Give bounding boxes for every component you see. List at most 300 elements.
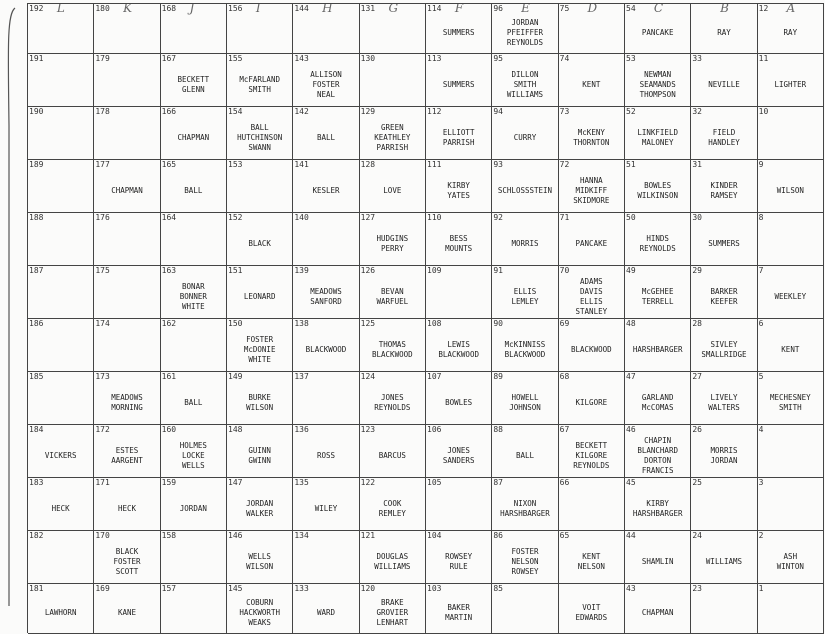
grid-cell	[758, 478, 824, 531]
cell-names	[161, 381, 226, 424]
cell-number: 185	[29, 372, 44, 381]
surname-entry: McKENY	[577, 127, 605, 137]
grid-cell	[492, 372, 558, 425]
grid-cell	[28, 4, 94, 54]
cell-number: 86	[493, 531, 503, 540]
surname-entry: GLENN	[182, 84, 205, 94]
surname-entry: HECK	[117, 503, 137, 513]
cell-names	[227, 381, 292, 424]
cell-number: 128	[360, 160, 376, 169]
grid-cell	[426, 4, 492, 54]
surname-entry: WILLIAMS	[705, 556, 743, 566]
surname-entry: HINDS	[646, 233, 669, 243]
cell-number: 148	[228, 425, 243, 434]
grid-cell	[492, 425, 558, 478]
cell-number: 92	[493, 213, 503, 222]
cell-number: 178	[95, 107, 110, 116]
cell-names	[691, 487, 756, 530]
cell-number: 29	[692, 266, 702, 275]
cell-names	[227, 540, 292, 583]
grid-cell	[293, 372, 359, 425]
cell-number: 136	[294, 425, 309, 434]
cell-names	[758, 593, 823, 633]
cell-number: 88	[493, 425, 503, 434]
surname-entry: HECK	[51, 503, 70, 513]
grid-cell	[227, 213, 293, 266]
cell-number: 189	[29, 160, 44, 169]
cell-names	[227, 116, 292, 159]
cell-names	[559, 116, 624, 159]
cell-number: 130	[360, 54, 376, 63]
margin-pen-mark	[3, 6, 21, 626]
grid-cell	[559, 54, 625, 107]
cell-names	[625, 434, 690, 477]
cell-names	[426, 63, 491, 106]
cell-names	[161, 593, 226, 633]
grid-cell	[161, 266, 227, 319]
grid-cell	[625, 4, 691, 54]
grid-cell	[28, 372, 94, 425]
cell-number: 46	[626, 425, 636, 434]
grid-cell	[691, 319, 757, 372]
cell-names	[559, 487, 624, 530]
cell-number: 67	[559, 425, 570, 434]
surname-entry: HARSHBARGER	[632, 344, 683, 354]
cell-names	[492, 328, 557, 371]
grid-cell	[28, 478, 94, 531]
cell-number: 3	[758, 478, 764, 487]
cell-names	[758, 169, 823, 212]
surname-entry: WHITE	[248, 354, 271, 364]
surname-entry: BLANCHARD	[637, 445, 678, 455]
cell-number: 10	[758, 107, 769, 116]
cell-number: 44	[626, 531, 636, 540]
cell-names	[28, 116, 93, 159]
grid-cell	[28, 107, 94, 160]
cell-number: 49	[626, 266, 636, 275]
surname-entry: SKIDMORE	[573, 195, 610, 205]
grid-cell	[559, 266, 625, 319]
cell-number: 192	[29, 4, 44, 13]
surname-entry: JORDAN	[511, 18, 539, 27]
surname-entry: BLACKWOOD	[372, 349, 413, 359]
cell-names	[426, 222, 491, 265]
cell-names	[360, 63, 425, 106]
grid-cell	[227, 478, 293, 531]
cell-names	[94, 593, 159, 633]
grid-cell	[94, 372, 160, 425]
grid-cell	[758, 584, 824, 634]
grid-cell	[94, 319, 160, 372]
cell-names	[227, 63, 292, 106]
cell-names	[758, 328, 823, 371]
cell-number: 31	[692, 160, 702, 169]
grid-cell	[758, 4, 824, 54]
grid-cell	[691, 107, 757, 160]
cell-names	[492, 116, 557, 159]
grid-cell	[293, 478, 359, 531]
surname-entry: McGEHEE	[641, 286, 674, 296]
cell-names	[559, 275, 624, 318]
surname-entry: NEVILLE	[708, 79, 740, 89]
surname-entry: WILKINSON	[637, 190, 678, 200]
surname-entry: PANCAKE	[575, 238, 608, 248]
surname-entry: FOSTER	[511, 546, 539, 556]
cell-names	[293, 434, 358, 477]
cell-names	[161, 487, 226, 530]
cell-number: 112	[427, 107, 442, 116]
cell-names	[691, 593, 756, 633]
cell-names	[28, 169, 93, 212]
cell-number: 188	[29, 213, 44, 222]
grid-cell	[559, 107, 625, 160]
cell-number: 8	[758, 213, 764, 222]
cell-names	[94, 169, 159, 212]
surname-entry: SMITH	[513, 79, 537, 89]
cell-number: 177	[95, 160, 110, 169]
grid-cell	[360, 266, 426, 319]
cell-names	[492, 593, 557, 633]
surname-entry: BLACKWOOD	[571, 344, 612, 354]
surname-entry: REYNOLDS	[639, 243, 676, 253]
grid-cell	[94, 266, 160, 319]
cell-names	[625, 593, 690, 633]
cell-number: 107	[427, 372, 442, 381]
cell-names	[161, 222, 226, 265]
grid-cell	[28, 160, 94, 213]
cell-number: 53	[626, 54, 636, 63]
grid-cell	[293, 160, 359, 213]
surname-entry: SMALLRIDGE	[701, 349, 747, 359]
cell-names	[625, 540, 690, 583]
surname-entry: WELLS	[182, 460, 205, 470]
grid-cell	[28, 54, 94, 107]
cell-number: 24	[692, 531, 702, 540]
surname-entry: BALL	[515, 450, 535, 460]
cell-number: 129	[360, 107, 376, 116]
cell-number: 95	[493, 54, 503, 63]
cell-number: 54	[626, 4, 636, 13]
grid-cell	[625, 160, 691, 213]
cell-number: 154	[228, 107, 243, 116]
column-letter: I	[255, 1, 261, 15]
cell-names	[758, 13, 823, 53]
cell-number: 2	[758, 531, 764, 540]
grid-cell	[691, 160, 757, 213]
cell-names	[360, 222, 425, 265]
cell-names	[28, 275, 93, 318]
grid-cell	[161, 319, 227, 372]
cell-number: 187	[29, 266, 44, 275]
cell-number: 170	[95, 531, 110, 540]
surname-entry: RULE	[449, 561, 468, 571]
cell-number: 70	[559, 266, 570, 275]
cell-names	[94, 434, 159, 477]
grid-cell	[625, 319, 691, 372]
cell-names	[758, 381, 823, 424]
cell-names	[625, 381, 690, 424]
surname-entry: RAMSEY	[710, 190, 738, 200]
cell-number: 120	[360, 584, 376, 593]
cell-names	[559, 13, 624, 53]
cell-number: 91	[493, 266, 503, 275]
surname-entry: MEADOWS	[310, 286, 342, 296]
surname-entry: NIXON	[513, 498, 537, 508]
surname-entry: BECKETT	[575, 440, 608, 450]
grid-cell	[559, 584, 625, 634]
grid-cell	[360, 531, 426, 584]
surname-entry: GREEN	[381, 122, 404, 132]
surname-entry: RAY	[717, 28, 731, 37]
cell-names	[691, 540, 756, 583]
column-letter: G	[388, 1, 399, 15]
grid-cell	[492, 54, 558, 107]
cell-names	[28, 222, 93, 265]
grid-cell	[758, 319, 824, 372]
cell-names	[28, 593, 93, 633]
cell-names	[625, 275, 690, 318]
cell-number: 90	[493, 319, 503, 328]
cell-names	[227, 593, 292, 633]
cell-names	[293, 381, 358, 424]
surname-entry: MECHESNEY	[770, 392, 811, 402]
grid-cell	[28, 213, 94, 266]
surname-entry: REYNOLDS	[374, 402, 411, 412]
grid-cell	[360, 478, 426, 531]
surname-entry: ROSS	[316, 450, 336, 460]
cell-number: 127	[360, 213, 376, 222]
surname-entry: ELLIS	[513, 286, 537, 296]
surname-entry: WARFUEL	[376, 296, 409, 306]
grid-cell	[293, 425, 359, 478]
surname-entry: ROWSEY	[445, 551, 473, 561]
grid-cell	[28, 319, 94, 372]
surname-entry: WEEKLEY	[774, 291, 807, 301]
grid-cell	[625, 584, 691, 634]
cell-names	[360, 116, 425, 159]
grid-cell	[559, 531, 625, 584]
cell-names	[28, 63, 93, 106]
grid-cell	[94, 425, 160, 478]
cell-names	[758, 487, 823, 530]
cell-number: 47	[626, 372, 636, 381]
cell-names	[492, 540, 557, 583]
surname-entry: BALL	[316, 132, 336, 142]
cell-names	[293, 487, 358, 530]
grid-cell	[758, 425, 824, 478]
cell-names	[691, 169, 756, 212]
surname-entry: CHAPMAN	[641, 608, 674, 617]
grid-cell	[227, 319, 293, 372]
surname-entry: FOSTER	[113, 556, 141, 566]
grid-cell	[28, 584, 94, 634]
surname-entry: PFEIFFER	[506, 28, 544, 37]
grid-cell	[293, 213, 359, 266]
cell-names	[94, 381, 159, 424]
surname-entry: FIELD	[712, 127, 736, 137]
cell-number: 168	[161, 4, 177, 13]
surname-entry: KILGORE	[575, 450, 608, 460]
cell-number: 141	[294, 160, 309, 169]
cell-names	[559, 540, 624, 583]
cell-names	[360, 169, 425, 212]
surname-entry: AARGENT	[111, 455, 143, 465]
cell-names	[293, 593, 358, 633]
column-letter: J	[189, 1, 195, 15]
cell-names	[625, 487, 690, 530]
grid-cell	[426, 160, 492, 213]
cell-number: 157	[161, 584, 177, 593]
grid-cell	[426, 319, 492, 372]
grid-cell	[94, 107, 160, 160]
surname-entry: WILLIAMS	[374, 561, 411, 571]
grid-cell	[28, 531, 94, 584]
surname-entry: WELLS	[248, 551, 271, 561]
grid-cell	[758, 531, 824, 584]
column-letter: B	[720, 1, 729, 15]
cell-names	[758, 540, 823, 583]
cell-names	[492, 222, 557, 265]
cell-number: 104	[427, 531, 442, 540]
cell-names	[360, 275, 425, 318]
grid-cell	[691, 54, 757, 107]
cell-names	[161, 116, 226, 159]
cell-names	[227, 328, 292, 371]
grid-cell	[360, 319, 426, 372]
surname-entry: MEADOWS	[111, 392, 143, 402]
cell-number: 163	[161, 266, 177, 275]
cell-names	[426, 593, 491, 633]
grid-cell	[426, 478, 492, 531]
surname-entry: COBURN	[246, 598, 274, 607]
surname-entry: BEVAN	[381, 286, 404, 296]
grid-cell	[426, 372, 492, 425]
cell-names	[691, 13, 756, 53]
cell-names	[559, 222, 624, 265]
grid-cell	[227, 531, 293, 584]
surname-entry: ROWSEY	[511, 566, 539, 576]
surname-entry: MOUNTS	[445, 243, 473, 253]
grid-cell	[625, 478, 691, 531]
grid-cell	[758, 213, 824, 266]
cell-names	[691, 63, 756, 106]
surname-entry: BRAKE	[381, 598, 404, 607]
cell-number: 164	[161, 213, 177, 222]
cell-names	[625, 116, 690, 159]
surname-entry: MORNING	[111, 402, 143, 412]
surname-entry: COOK	[383, 498, 402, 508]
grid-cell	[691, 425, 757, 478]
surname-entry: BOWLES	[445, 397, 473, 407]
cell-names	[426, 434, 491, 477]
surname-entry: McKINNISS	[504, 339, 546, 349]
cell-names	[758, 434, 823, 477]
cell-names	[28, 487, 93, 530]
cell-names	[559, 63, 624, 106]
cell-names	[28, 328, 93, 371]
grid-cell	[691, 531, 757, 584]
cell-names	[28, 540, 93, 583]
cell-names	[360, 381, 425, 424]
surname-entry: THOMAS	[378, 339, 406, 349]
column-letter: A	[786, 1, 796, 15]
cell-number: 6	[758, 319, 764, 328]
surname-entry: HOWELL	[511, 392, 539, 402]
cell-names	[360, 13, 425, 53]
surname-entry: CHAPMAN	[177, 132, 210, 142]
cell-names	[227, 487, 292, 530]
cell-names	[94, 116, 159, 159]
grid-cell	[28, 425, 94, 478]
surname-entry: DORTON	[644, 455, 672, 465]
cell-number: 108	[427, 319, 442, 328]
surname-entry: SEAMANDS	[639, 79, 676, 89]
grid-cell	[360, 54, 426, 107]
surname-entry: LAWHORN	[44, 608, 77, 617]
cell-names	[691, 381, 756, 424]
surname-entry: ESTES	[115, 445, 139, 455]
grid-cell	[426, 107, 492, 160]
surname-entry: BLACKWOOD	[504, 349, 546, 359]
grid-cell	[758, 54, 824, 107]
cell-number: 30	[692, 213, 702, 222]
cell-names	[161, 434, 226, 477]
surname-entry: LENHART	[376, 618, 409, 627]
grid-cell	[691, 584, 757, 634]
surname-entry: LIGHTER	[774, 79, 807, 89]
cell-number: 93	[493, 160, 503, 169]
surname-entry: WILLIAMS	[506, 89, 544, 99]
grid-cell	[625, 372, 691, 425]
cell-names	[293, 169, 358, 212]
cell-number: 173	[95, 372, 110, 381]
grid-cell	[559, 213, 625, 266]
surname-entry: KENT	[582, 79, 601, 89]
surname-entry: REYNOLDS	[506, 38, 544, 47]
grid-cell	[360, 584, 426, 634]
cell-number: 166	[161, 107, 177, 116]
cell-names	[691, 222, 756, 265]
cell-names	[492, 169, 557, 212]
cell-names	[426, 116, 491, 159]
surname-entry: GUINN	[248, 445, 271, 455]
surname-entry: KIRBY	[447, 180, 470, 190]
cell-number: 89	[493, 372, 503, 381]
cell-number: 68	[559, 372, 570, 381]
cell-number: 110	[427, 213, 442, 222]
surname-entry: KINDER	[710, 180, 738, 190]
cell-names	[28, 381, 93, 424]
surname-entry: BECKETT	[177, 74, 210, 84]
surname-entry: GARLAND	[641, 392, 674, 402]
grid-cell	[758, 107, 824, 160]
surname-entry: TERRELL	[641, 296, 674, 306]
grid-cell	[227, 584, 293, 634]
cell-number: 135	[294, 478, 309, 487]
column-letter: K	[123, 1, 133, 15]
grid-cell	[492, 584, 558, 634]
cell-names	[559, 593, 624, 633]
grid-cell	[426, 584, 492, 634]
grid-cell	[559, 478, 625, 531]
grid-cell	[426, 213, 492, 266]
surname-entry: LEONARD	[243, 291, 276, 301]
cell-number: 169	[95, 584, 110, 593]
surname-entry: KEEFER	[710, 296, 738, 306]
grid-cell	[161, 531, 227, 584]
cell-names	[426, 169, 491, 212]
grid-cell	[559, 160, 625, 213]
